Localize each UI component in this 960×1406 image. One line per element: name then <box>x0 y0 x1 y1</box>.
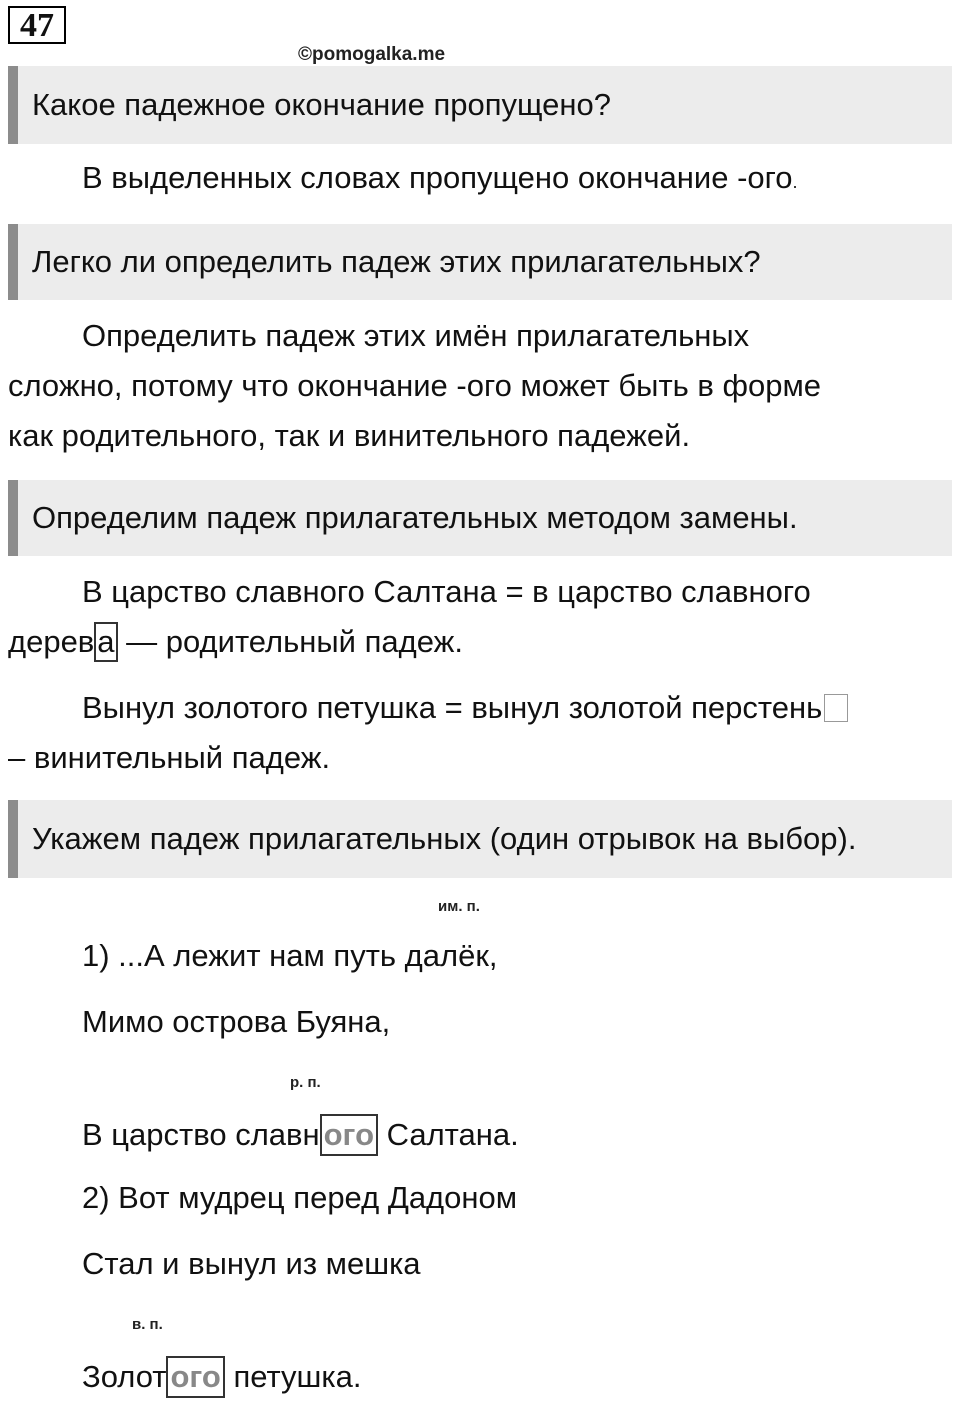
question-3: Определим падеж прилагательных методом замены. <box>8 480 952 556</box>
poem-2-line-2: Стал и вынул из мешка <box>82 1246 421 1281</box>
answer-3-line-2 <box>8 622 463 662</box>
poem-2-word-stem: Золот <box>82 1359 167 1394</box>
task-number: 47 <box>8 6 66 44</box>
poem-1-word-stem: В царство славн <box>82 1117 320 1152</box>
answer-2-line-2: сложно, потому что окончание -ого может быть в форме <box>8 368 822 403</box>
poem-1-line-3 <box>82 1114 519 1156</box>
answer-3-line-1: В царство славного Салтана = в царство славного <box>82 574 811 609</box>
poem-1-line-1: 1) ...А лежит нам путь далёк, <box>82 938 498 973</box>
watermark: ©pomogalka.me <box>298 44 446 65</box>
question-4: Укажем падеж прилагательных (один отрывок на выбор). <box>8 800 952 878</box>
answer-3-line-3 <box>82 690 848 726</box>
answer-1-dot: . <box>792 172 798 192</box>
answer-1-text: В выделенных словах пропущено окончание -ого <box>82 160 793 195</box>
answer-2-line-3: как родительного, так и винительного падежей. <box>8 418 691 453</box>
case-label-genitive: р. п. <box>290 1074 321 1091</box>
case-label-nominative: им. п. <box>438 898 480 915</box>
poem-1-noun: Салтана. <box>378 1117 519 1152</box>
ending-box: а <box>94 622 117 662</box>
answer-3-line-4: – винительный падеж. <box>8 740 331 775</box>
poem-2-line-1: 2) Вот мудрец перед Дадоном <box>82 1180 518 1215</box>
highlighted-ending: ого <box>320 1114 378 1156</box>
question-1: Какое падежное окончание пропущено? <box>8 66 952 144</box>
highlighted-ending: ого <box>166 1356 224 1398</box>
answer-3-line-3-text: Вынул золотого петушка = вынул золотой перстень <box>82 690 823 725</box>
poem-2-line-3 <box>82 1356 361 1398</box>
question-2: Легко ли определить падеж этих прилагательных? <box>8 224 952 300</box>
poem-2-noun: петушка. <box>224 1359 362 1394</box>
answer-3-word: дерев <box>8 624 95 659</box>
answer-2-line-1: Определить падеж этих имён прилагательных <box>82 318 750 353</box>
poem-1-line-2: Мимо острова Буяна, <box>82 1004 391 1039</box>
answer-3-case: — родительный падеж. <box>117 624 463 659</box>
empty-ending-box <box>824 694 848 722</box>
case-label-accusative: в. п. <box>132 1316 163 1333</box>
answer-1 <box>82 160 798 196</box>
